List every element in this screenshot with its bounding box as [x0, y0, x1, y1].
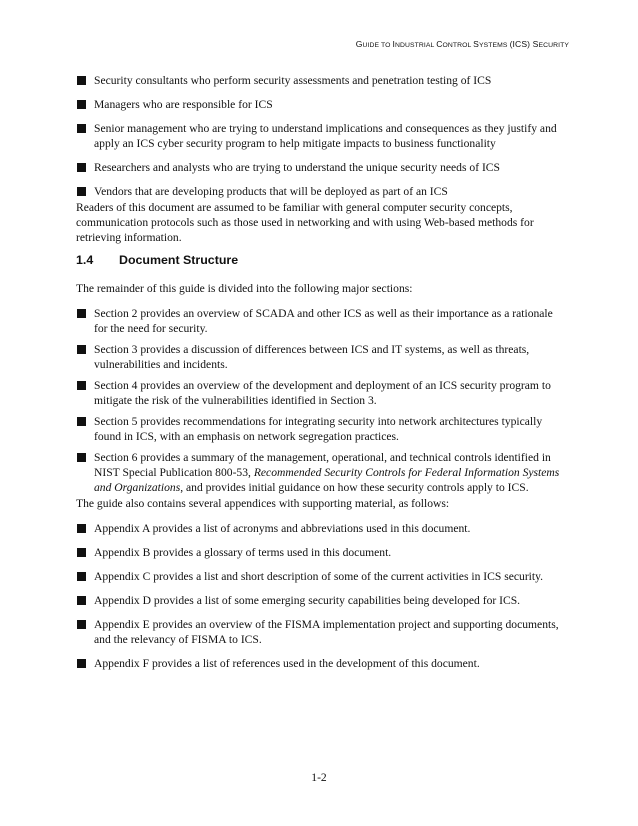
audience-list: [76, 73, 568, 199]
list-item: Appendix A provides a list of acronyms and abbreviations used in this document.: [76, 521, 568, 536]
bullet-square-icon: [77, 620, 86, 629]
list-item: Vendors that are developing products that will be deployed as part of an ICS: [76, 184, 568, 199]
list-item: Section 6 provides a summary of the management, operational, and technical controls identified in NIST Special Publication 800-53, Recommended Security Controls for Federal Information Systems and Organizations, and provides initial guidance on how these security controls apply to ICS.: [76, 450, 568, 495]
bullet-square-icon: [77, 309, 86, 318]
page-number: 1-2: [311, 771, 327, 784]
list-item: Appendix F provides a list of references used in the development of this document.: [76, 656, 568, 671]
list-item: Section 5 provides recommendations for integrating security into network architectures typically found in ICS, with an emphasis on network segregation practices.: [76, 414, 568, 444]
bullet-square-icon: [77, 572, 86, 581]
sections-list: [76, 306, 568, 495]
bullet-square-icon: [77, 596, 86, 605]
bullet-square-icon: [77, 76, 86, 85]
section-number: 1.4: [76, 253, 94, 267]
bullet-square-icon: [77, 100, 86, 109]
list-item: Appendix C provides a list and short description of some of the current activities in ICS security.: [76, 569, 568, 584]
appendices-list: [76, 521, 568, 671]
list-item: Researchers and analysts who are trying to understand the unique security needs of ICS: [76, 160, 568, 175]
bullet-square-icon: [77, 187, 86, 196]
bullet-square-icon: [77, 124, 86, 133]
bullet-square-icon: [77, 345, 86, 354]
list-item: Appendix D provides a list of some emerging security capabilities being developed for ICS.: [76, 593, 568, 608]
list-item: Appendix E provides an overview of the FISMA implementation project and supporting documents, and the relevancy of FISMA to ICS.: [76, 617, 568, 647]
cited-publication-title: Recommended Security Controls for Federal Information Systems and Organizations: [94, 466, 560, 494]
bullet-square-icon: [77, 524, 86, 533]
bullet-square-icon: [77, 548, 86, 557]
list-item: Section 2 provides an overview of SCADA and other ICS as well as their importance as a rationale for the need for security.: [76, 306, 568, 336]
sections-intro: The remainder of this guide is divided into the following major sections:: [76, 282, 413, 295]
readers-paragraph: Readers of this document are assumed to be familiar with general computer security concepts, communication protocols such as those used in networking and with using Web-based methods for retrieving information.: [76, 201, 534, 244]
bullet-square-icon: [77, 163, 86, 172]
section-heading: [76, 253, 568, 268]
list-item: Appendix B provides a glossary of terms used in this document.: [76, 545, 568, 560]
appendices-intro: The guide also contains several appendices with supporting material, as follows:: [76, 497, 450, 510]
running-header: GUIDE TO INDUSTRIAL CONTROL SYSTEMS (ICS) SECURITY: [355, 39, 569, 49]
bullet-square-icon: [77, 381, 86, 390]
bullet-square-icon: [77, 659, 86, 668]
section-title: Document Structure: [119, 253, 239, 267]
list-item: Section 3 provides a discussion of differences between ICS and IT systems, as well as threats, vulnerabilities and incidents.: [76, 342, 568, 372]
list-item: Security consultants who perform security assessments and penetration testing of ICS: [76, 73, 568, 88]
list-item: Senior management who are trying to understand implications and consequences as they justify and apply an ICS cyber security program to help mitigate impacts to business functionality: [76, 121, 568, 151]
list-item: Managers who are responsible for ICS: [76, 97, 568, 112]
list-item: Section 4 provides an overview of the development and deployment of an ICS security program to mitigate the risk of the vulnerabilities identified in Section 3.: [76, 378, 568, 408]
bullet-square-icon: [77, 453, 86, 462]
bullet-square-icon: [77, 417, 86, 426]
